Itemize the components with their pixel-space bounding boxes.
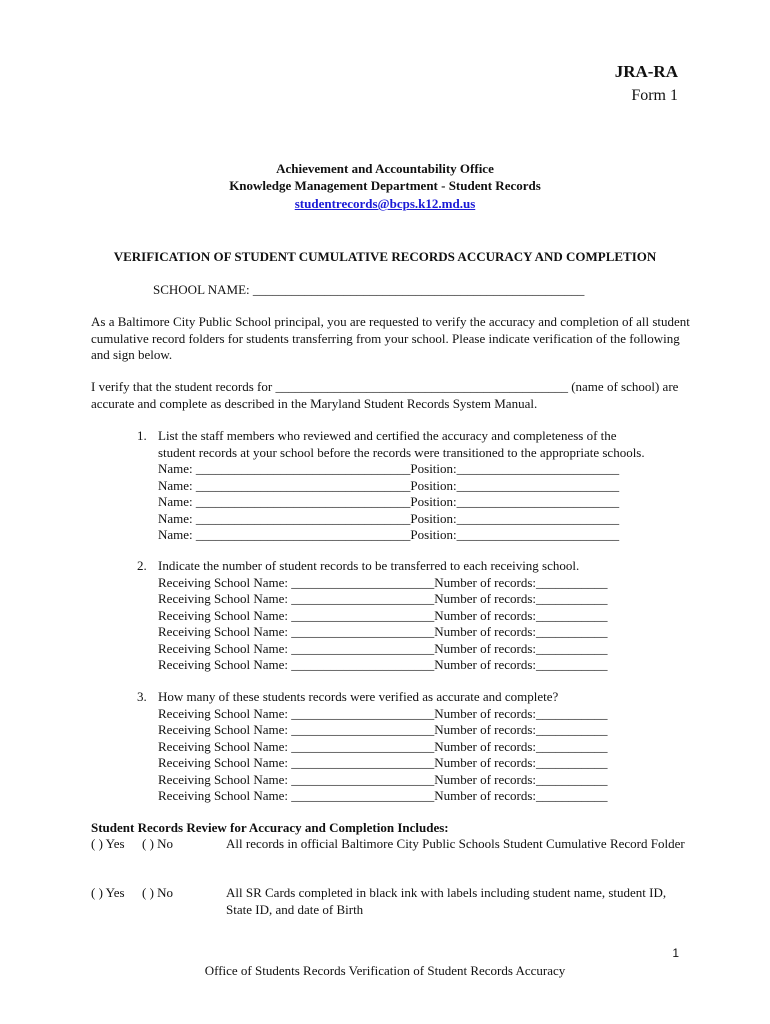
- receiving-school-row[interactable]: Receiving School Name: ______________________Number of records:___________: [158, 591, 608, 606]
- receiving-school-row[interactable]: Receiving School Name: ______________________Number of records:___________: [158, 738, 608, 754]
- page-number: 1: [672, 946, 679, 960]
- item-prompt-line: How many of these students records were verified as accurate and complete?: [158, 689, 559, 704]
- email-link-wrap: [0, 196, 770, 213]
- receiving-school-row[interactable]: Receiving School Name: ______________________Number of records:___________: [158, 657, 608, 672]
- receiving-school-row[interactable]: Receiving School Name: ______________________Number of records:___________: [158, 705, 608, 721]
- verify-statement: I verify that the student records for _____________________________________________ (name of school) are accurate and complete as described in the Maryland Student Records System Manual.: [91, 379, 679, 411]
- department-name: Knowledge Management Department - Student Records: [229, 178, 541, 193]
- yes-checkbox[interactable]: ( ) Yes: [91, 836, 125, 851]
- name-position-row[interactable]: Name: _________________________________Position:_________________________: [158, 510, 620, 526]
- receiving-school-row[interactable]: Receiving School Name: ______________________Number of records:___________: [158, 640, 608, 656]
- name-position-row[interactable]: Name: _________________________________Position:_________________________: [158, 527, 620, 542]
- review-item-text: All records in official Baltimore City Public Schools Student Cumulative Record Folder: [226, 836, 685, 851]
- receiving-school-row[interactable]: Receiving School Name: ______________________Number of records:___________: [158, 624, 608, 639]
- item-prompt-line: student records at your school before the records were transitioned to the appropriate schools.: [158, 444, 645, 460]
- no-checkbox[interactable]: ( ) No: [142, 836, 174, 851]
- receiving-school-row[interactable]: Receiving School Name: ______________________Number of records:___________: [158, 722, 608, 737]
- no-checkbox[interactable]: ( ) No: [142, 885, 174, 900]
- item-number: 2.: [137, 558, 147, 573]
- item-number: 1.: [137, 428, 147, 443]
- name-position-row[interactable]: Name: _________________________________Position:_________________________: [158, 461, 620, 476]
- receiving-school-row[interactable]: Receiving School Name: ______________________Number of records:___________: [158, 607, 608, 623]
- form-id: JRA-RA: [614, 62, 678, 81]
- page-footer: Office of Students Records Verification of Student Records Accuracy: [204, 963, 566, 978]
- receiving-school-row[interactable]: Receiving School Name: ______________________Number of records:___________: [158, 788, 608, 803]
- item-prompt-line: List the staff members who reviewed and certified the accuracy and completeness of the: [158, 428, 617, 443]
- intro-paragraph: As a Baltimore City Public School principal, you are requested to verify the accuracy and completion of all student cumulative record folders for students transferring from your school. Please indicate verification of the following and sign below.: [91, 314, 690, 362]
- office-name: Achievement and Accountability Office: [276, 161, 494, 176]
- receiving-school-row[interactable]: Receiving School Name: ______________________Number of records:___________: [158, 574, 608, 590]
- item-prompt-line: Indicate the number of student records to be transferred to each receiving school.: [158, 558, 580, 573]
- form-title: VERIFICATION OF STUDENT CUMULATIVE RECORDS ACCURACY AND COMPLETION: [113, 249, 657, 264]
- item-number: 3.: [137, 689, 147, 704]
- email-link[interactable]: studentrecords@bcps.k12.md.us: [294, 196, 476, 211]
- name-position-row[interactable]: Name: _________________________________Position:_________________________: [158, 477, 620, 493]
- receiving-school-row[interactable]: Receiving School Name: ______________________Number of records:___________: [158, 755, 608, 770]
- review-item-text: All SR Cards completed in black ink with labels including student name, student ID, State ID, and date of Birth: [226, 885, 667, 917]
- yes-checkbox[interactable]: ( ) Yes: [91, 885, 125, 900]
- review-heading: Student Records Review for Accuracy and Completion Includes:: [91, 820, 449, 835]
- school-name-field[interactable]: SCHOOL NAME: ___________________________________________________: [153, 282, 585, 297]
- form-number: Form 1: [631, 87, 678, 104]
- name-position-row[interactable]: Name: _________________________________Position:_________________________: [158, 494, 620, 509]
- receiving-school-row[interactable]: Receiving School Name: ______________________Number of records:___________: [158, 771, 608, 787]
